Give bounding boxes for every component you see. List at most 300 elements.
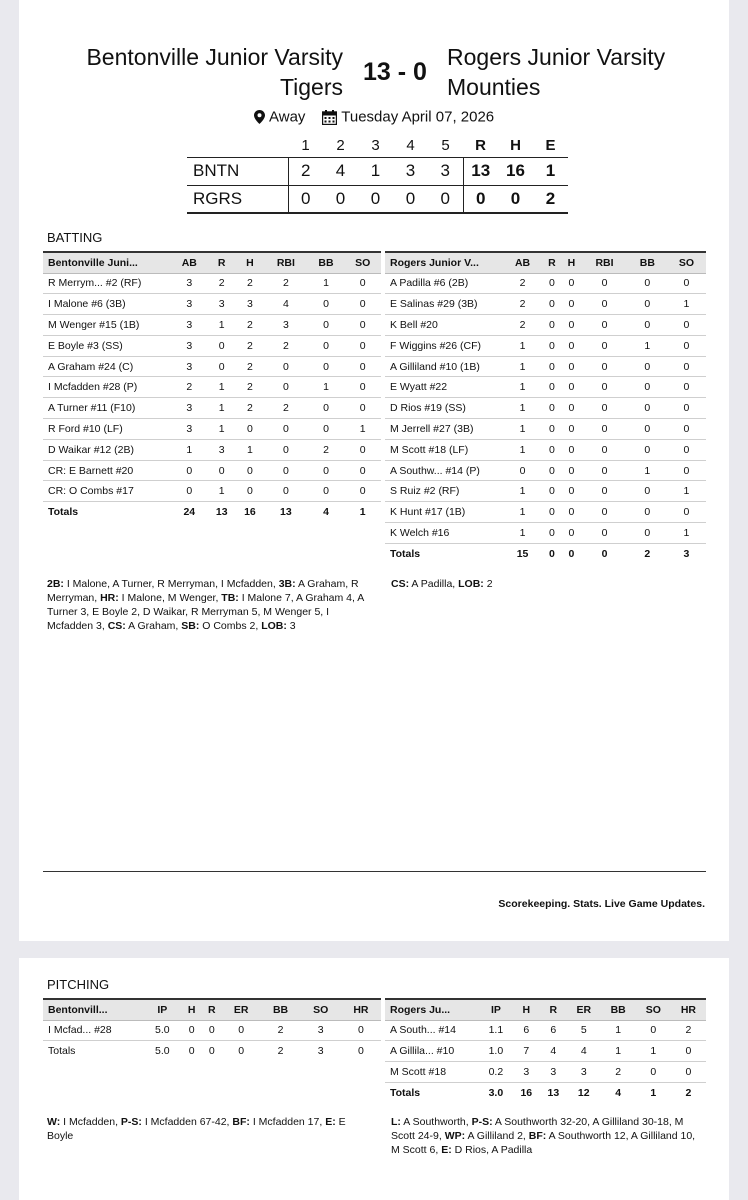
stat-cell: 0 xyxy=(344,294,381,315)
pitching-row xyxy=(385,1062,706,1083)
stat-cell: 1 xyxy=(503,481,542,502)
stat-cell: 0 xyxy=(344,315,381,336)
stat-cell: 1.0 xyxy=(479,1041,513,1062)
stat-cell: 0 xyxy=(308,356,345,377)
stat-cell: 1 xyxy=(601,1020,636,1041)
pitching-header-row xyxy=(43,999,381,1020)
stat-cell: 0 xyxy=(628,377,667,398)
stat-cell: 2 xyxy=(503,315,542,336)
player-name: M Jerrell #27 (3B) xyxy=(385,419,503,440)
stat-cell: 2 xyxy=(208,273,236,294)
stat-column-header: SO xyxy=(667,252,706,273)
stat-cell: 0 xyxy=(542,439,562,460)
stat-column-header: HR xyxy=(671,999,706,1020)
player-name: Totals xyxy=(390,1087,421,1100)
stat-cell: 0 xyxy=(208,1045,215,1058)
stat-cell: 0 xyxy=(344,398,381,419)
batting-section-label: BATTING xyxy=(47,230,103,245)
batting-row xyxy=(43,356,381,377)
stat-cell: 0 xyxy=(542,294,562,315)
stat-cell: 0 xyxy=(562,273,582,294)
batting-notes-away xyxy=(391,577,701,591)
player-name: D Rios #19 (SS) xyxy=(385,398,503,419)
inning-score: 0 xyxy=(428,185,463,213)
stat-cell: 0.2 xyxy=(479,1062,513,1083)
totals-row xyxy=(43,502,381,523)
stat-cell: 2 xyxy=(264,398,308,419)
stat-cell: 1 xyxy=(208,481,236,502)
stat-column-header: H xyxy=(562,252,582,273)
batting-row xyxy=(385,398,706,419)
inning-score: 1 xyxy=(358,157,393,185)
player-name: Totals xyxy=(390,548,421,560)
stat-cell: 0 xyxy=(562,481,582,502)
inning-score: 4 xyxy=(323,157,358,185)
stat-cell: 0 xyxy=(628,315,667,336)
player-name: CR: O Combs #17 xyxy=(43,481,171,502)
stat-cell: 1 xyxy=(171,439,208,460)
batting-row xyxy=(43,273,381,294)
stat-cell: 0 xyxy=(628,294,667,315)
stat-cell: 0 xyxy=(581,315,628,336)
batting-row xyxy=(43,377,381,398)
linescore-team: RGRS xyxy=(187,185,288,213)
note-label: WP: xyxy=(444,1130,466,1142)
batting-row xyxy=(43,460,381,481)
stat-cell: 13 xyxy=(547,1087,560,1100)
note-value: O Combs 2, xyxy=(199,620,262,632)
stat-cell: 0 xyxy=(671,1062,706,1083)
stat-cell: 0 xyxy=(581,273,628,294)
stat-cell: 1 xyxy=(636,1041,671,1062)
player-name: K Bell #20 xyxy=(385,315,503,336)
stat-cell: 3 xyxy=(171,294,208,315)
errors-total: 1 xyxy=(533,157,568,185)
totals-row xyxy=(43,1041,381,1062)
stat-cell: 0 xyxy=(562,398,582,419)
home-team-name xyxy=(19,42,343,102)
stat-cell: 0 xyxy=(202,1020,222,1041)
stat-cell: 0 xyxy=(236,460,264,481)
pitching-row xyxy=(385,1041,706,1062)
note-label: SB: xyxy=(181,620,200,632)
stat-cell: 0 xyxy=(264,377,308,398)
stat-column-header: SO xyxy=(301,999,341,1020)
stat-cell: 0 xyxy=(562,460,582,481)
batting-row xyxy=(385,481,706,502)
stat-cell: 0 xyxy=(581,294,628,315)
stat-cell: 0 xyxy=(542,502,562,523)
stat-cell: 1 xyxy=(503,419,542,440)
stat-cell: 0 xyxy=(236,419,264,440)
batting-row xyxy=(385,294,706,315)
note-value: I Malone, A Turner, R Merryman, I Mcfadden, xyxy=(63,578,279,590)
stat-cell: 0 xyxy=(581,398,628,419)
note-value: I Malone, M Wenger, xyxy=(118,592,222,604)
stat-cell: 1 xyxy=(503,523,542,544)
player-name: D Waikar #12 (2B) xyxy=(43,439,171,460)
stat-column-header: BB xyxy=(260,999,300,1020)
note-label: P-S: xyxy=(120,1116,142,1128)
stat-cell: 13 xyxy=(280,506,292,519)
stat-cell: 0 xyxy=(548,548,555,560)
stat-cell: 1 xyxy=(601,1041,636,1062)
stat-cell: 3 xyxy=(540,1062,567,1083)
stat-column-header: RBI xyxy=(264,252,308,273)
stat-cell: 0 xyxy=(542,523,562,544)
stat-cell: 0 xyxy=(581,502,628,523)
stat-column-header: BB xyxy=(308,252,345,273)
footer-divider xyxy=(43,871,706,872)
stat-cell: 1 xyxy=(667,523,706,544)
inning-header: 1 xyxy=(301,137,310,155)
stat-cell: 0 xyxy=(667,419,706,440)
linescore-team: BNTN xyxy=(187,157,288,185)
batting-row xyxy=(385,315,706,336)
stat-cell: 0 xyxy=(344,335,381,356)
stat-cell: 0 xyxy=(628,273,667,294)
stat-cell: 0 xyxy=(667,460,706,481)
stat-cell: 2 xyxy=(171,377,208,398)
batting-notes-home xyxy=(47,577,365,633)
stat-cell: 0 xyxy=(503,460,542,481)
stat-cell: 2 xyxy=(644,548,651,560)
stat-cell: 0 xyxy=(562,356,582,377)
stat-cell: 2 xyxy=(264,335,308,356)
stat-cell: 5 xyxy=(567,1020,601,1041)
stat-cell: 0 xyxy=(581,439,628,460)
linescore-row xyxy=(187,157,568,185)
stat-cell: 0 xyxy=(542,398,562,419)
stat-cell: 0 xyxy=(171,460,208,481)
stat-cell: 0 xyxy=(667,502,706,523)
player-name: A Turner #11 (F10) xyxy=(43,398,171,419)
note-label: P-S: xyxy=(471,1116,493,1128)
stat-cell: 0 xyxy=(208,356,236,377)
player-name: K Welch #16 xyxy=(385,523,503,544)
player-name: A Padilla #6 (2B) xyxy=(385,273,503,294)
stat-column-header: BB xyxy=(601,999,636,1020)
stat-column-header: AB xyxy=(503,252,542,273)
pitching-table-away xyxy=(385,998,706,1103)
player-name: S Ruiz #2 (RF) xyxy=(385,481,503,502)
stat-cell: 0 xyxy=(628,398,667,419)
note-label: BF: xyxy=(232,1116,250,1128)
stat-cell: 3 xyxy=(264,315,308,336)
stat-cell: 2 xyxy=(308,439,345,460)
stat-cell: 16 xyxy=(244,506,256,519)
stat-column-header: R xyxy=(540,999,567,1020)
hits-header: H xyxy=(510,137,521,155)
pitching-notes-away xyxy=(391,1115,706,1157)
note-value: A Southworth 32-20, A Gilliland 30-18, M Scott 24-9, xyxy=(391,1116,684,1142)
batting-row xyxy=(43,315,381,336)
batting-row xyxy=(385,439,706,460)
team-column-header: Bentonvill... xyxy=(43,999,143,1020)
stat-cell: 0 xyxy=(671,1041,706,1062)
stat-cell: 0 xyxy=(264,460,308,481)
stat-cell: 0 xyxy=(636,1020,671,1041)
stat-cell: 0 xyxy=(562,377,582,398)
player-name: Totals xyxy=(48,506,79,519)
batting-row xyxy=(385,335,706,356)
note-label: E: xyxy=(441,1144,452,1156)
stat-cell: 1 xyxy=(208,315,236,336)
stat-cell: 4 xyxy=(567,1041,601,1062)
player-name: E Wyatt #22 xyxy=(385,377,503,398)
stat-cell: 0 xyxy=(308,315,345,336)
note-value: A Gilliland 2, xyxy=(465,1130,529,1142)
stat-cell: 3 xyxy=(171,398,208,419)
stat-cell: 0 xyxy=(581,356,628,377)
stat-cell: 0 xyxy=(581,419,628,440)
stat-cell: 0 xyxy=(344,377,381,398)
stat-cell: 1 xyxy=(503,439,542,460)
calendar-icon xyxy=(322,110,337,125)
stat-cell: 2 xyxy=(503,294,542,315)
stat-cell: 0 xyxy=(171,481,208,502)
stat-cell: 0 xyxy=(308,294,345,315)
stat-cell: 1 xyxy=(359,506,366,519)
map-pin-icon xyxy=(254,110,265,124)
stat-cell: 0 xyxy=(667,273,706,294)
stat-cell: 0 xyxy=(264,356,308,377)
game-location: Away xyxy=(269,108,306,126)
stat-column-header: IP xyxy=(143,999,182,1020)
note-value: I Malone 7, A Graham 4, A Turner 3, E Boyle 2, D Waikar, R Merryman 5, M Wenger 5, I Mcfadden 3, xyxy=(47,592,364,632)
stat-cell: 0 xyxy=(628,439,667,460)
stat-cell: 1 xyxy=(503,398,542,419)
runs-total: 0 xyxy=(463,185,498,213)
stat-cell: 3.0 xyxy=(488,1087,504,1100)
note-label: 2B: xyxy=(47,578,64,590)
note-value: A Graham, xyxy=(125,620,182,632)
stat-cell: 2 xyxy=(236,377,264,398)
stat-cell: 0 xyxy=(581,481,628,502)
stat-cell: 0 xyxy=(562,335,582,356)
stat-cell: 0 xyxy=(562,502,582,523)
stat-cell: 0 xyxy=(357,1045,364,1058)
stat-cell: 0 xyxy=(542,419,562,440)
player-name: F Wiggins #26 (CF) xyxy=(385,335,503,356)
note-label: LOB: xyxy=(458,578,484,590)
stat-cell: 1 xyxy=(628,460,667,481)
stat-column-header: AB xyxy=(171,252,208,273)
stat-cell: 0 xyxy=(542,460,562,481)
player-name: I Mcfad... #28 xyxy=(43,1020,143,1041)
stat-cell: 1 xyxy=(503,335,542,356)
stat-cell: 12 xyxy=(577,1087,590,1100)
player-name: M Scott #18 (LF) xyxy=(385,439,503,460)
stat-cell: 3 xyxy=(171,335,208,356)
stat-column-header: R xyxy=(208,252,236,273)
stat-cell: 0 xyxy=(308,335,345,356)
stat-column-header: R xyxy=(202,999,222,1020)
stat-cell: 0 xyxy=(562,439,582,460)
stat-column-header: HR xyxy=(341,999,381,1020)
totals-row xyxy=(385,1082,706,1103)
stat-cell: 0 xyxy=(568,548,575,560)
note-label: L: xyxy=(391,1116,401,1128)
stat-cell: 1 xyxy=(650,1087,657,1100)
linescore-corner xyxy=(187,135,288,157)
stat-cell: 2 xyxy=(685,1087,692,1100)
team-column-header: Bentonville Juni... xyxy=(43,252,171,273)
player-name: K Hunt #17 (1B) xyxy=(385,502,503,523)
note-value: I Mcfadden, xyxy=(60,1116,121,1128)
stat-cell: 3 xyxy=(513,1062,540,1083)
stat-column-header: BB xyxy=(628,252,667,273)
player-name: I Mcfadden #28 (P) xyxy=(43,377,171,398)
errors-total: 2 xyxy=(533,185,568,213)
inning-score: 0 xyxy=(323,185,358,213)
player-name: CR: E Barnett #20 xyxy=(43,460,171,481)
pitching-table-home xyxy=(43,998,381,1062)
stat-cell: 3 xyxy=(317,1045,324,1058)
stat-cell: 0 xyxy=(581,335,628,356)
away-team-line2: Mounties xyxy=(447,74,541,100)
pitching-header-row xyxy=(385,999,706,1020)
pitching-row xyxy=(43,1020,381,1041)
batting-row xyxy=(385,460,706,481)
batting-row xyxy=(43,419,381,440)
batting-row xyxy=(43,439,381,460)
batting-row xyxy=(385,377,706,398)
batting-row xyxy=(385,356,706,377)
stat-cell: 0 xyxy=(344,439,381,460)
stat-cell: 0 xyxy=(236,481,264,502)
stat-cell: 0 xyxy=(581,377,628,398)
stat-cell: 2 xyxy=(236,335,264,356)
final-score: 13 - 0 xyxy=(363,58,427,86)
batting-table-home xyxy=(43,251,381,523)
player-name: R Ford #10 (LF) xyxy=(43,419,171,440)
stat-cell: 0 xyxy=(667,377,706,398)
stat-cell: 4 xyxy=(264,294,308,315)
inning-header: 3 xyxy=(371,137,380,155)
stat-cell: 2 xyxy=(236,315,264,336)
stat-cell: 0 xyxy=(344,273,381,294)
stat-cell: 0 xyxy=(562,294,582,315)
game-date: Tuesday April 07, 2026 xyxy=(341,108,495,126)
note-value: A Southworth 12, A Gilliland 10, M Scott 6, xyxy=(391,1130,696,1156)
note-value: A Padilla, xyxy=(409,578,459,590)
away-team-line1: Rogers Junior Varsity xyxy=(447,44,666,70)
player-name: M Scott #18 xyxy=(385,1062,479,1083)
batting-header-row xyxy=(385,252,706,273)
stat-cell: 2 xyxy=(503,273,542,294)
game-meta xyxy=(19,108,729,126)
stat-cell: 0 xyxy=(341,1020,381,1041)
note-value: A Graham, R Merryman, xyxy=(47,578,359,604)
player-name: A Gilliland #10 (1B) xyxy=(385,356,503,377)
home-team-line1: Bentonville Junior Varsity xyxy=(86,44,343,70)
batting-table-away xyxy=(385,251,706,564)
stat-cell: 3 xyxy=(171,419,208,440)
player-name: A Graham #24 (C) xyxy=(43,356,171,377)
stat-cell: 0 xyxy=(628,356,667,377)
note-label: CS: xyxy=(107,620,126,632)
stat-cell: 4 xyxy=(615,1087,622,1100)
stat-cell: 0 xyxy=(562,419,582,440)
linescore-table xyxy=(187,135,568,214)
stat-cell: 0 xyxy=(542,356,562,377)
note-value: A Southworth, xyxy=(400,1116,472,1128)
stat-cell: 3 xyxy=(567,1062,601,1083)
stat-cell: 2 xyxy=(236,356,264,377)
stat-column-header: SO xyxy=(344,252,381,273)
stat-cell: 1 xyxy=(236,439,264,460)
linescore-row xyxy=(187,185,568,213)
stat-cell: 0 xyxy=(264,419,308,440)
inning-header: 4 xyxy=(406,137,415,155)
stat-cell: 0 xyxy=(628,502,667,523)
stat-column-header: RBI xyxy=(581,252,628,273)
inning-score: 0 xyxy=(358,185,393,213)
batting-row xyxy=(385,523,706,544)
stat-cell: 0 xyxy=(667,315,706,336)
inning-score: 2 xyxy=(288,157,323,185)
batting-row xyxy=(43,335,381,356)
stat-cell: 0 xyxy=(628,419,667,440)
errors-header: E xyxy=(545,137,556,155)
runs-total: 13 xyxy=(463,157,498,185)
stat-cell: 0 xyxy=(208,335,236,356)
stat-cell: 0 xyxy=(182,1020,202,1041)
stat-cell: 2 xyxy=(277,1045,284,1058)
batting-row xyxy=(385,502,706,523)
stat-cell: 3 xyxy=(171,315,208,336)
stat-cell: 6 xyxy=(540,1020,567,1041)
stat-cell: 1 xyxy=(208,419,236,440)
batting-row xyxy=(43,481,381,502)
player-name: I Malone #6 (3B) xyxy=(43,294,171,315)
stat-cell: 0 xyxy=(344,481,381,502)
stat-cell: 6 xyxy=(513,1020,540,1041)
box-score-card xyxy=(19,0,729,941)
batting-header-row xyxy=(43,252,381,273)
stat-cell: 0 xyxy=(542,335,562,356)
player-name: A South... #14 xyxy=(385,1020,479,1041)
stat-cell: 0 xyxy=(628,523,667,544)
stat-cell: 2 xyxy=(671,1020,706,1041)
stat-cell: 0 xyxy=(581,460,628,481)
stat-column-header: IP xyxy=(479,999,513,1020)
stat-cell: 0 xyxy=(667,335,706,356)
stat-cell: 0 xyxy=(208,460,236,481)
stat-cell: 5.0 xyxy=(155,1045,170,1058)
stat-cell: 2 xyxy=(236,398,264,419)
player-name: M Wenger #15 (1B) xyxy=(43,315,171,336)
note-label: HR: xyxy=(100,592,119,604)
stat-cell: 0 xyxy=(628,481,667,502)
stat-cell: 0 xyxy=(264,439,308,460)
player-name: A Gillila... #10 xyxy=(385,1041,479,1062)
note-label: 3B: xyxy=(278,578,296,590)
inning-score: 0 xyxy=(393,185,428,213)
stat-cell: 1 xyxy=(344,419,381,440)
stat-column-header: H xyxy=(236,252,264,273)
team-column-header: Rogers Ju... xyxy=(385,999,479,1020)
stat-cell: 3 xyxy=(171,356,208,377)
inning-score: 3 xyxy=(428,157,463,185)
player-name: Totals xyxy=(48,1045,76,1058)
stat-cell: 0 xyxy=(308,460,345,481)
stat-cell: 1 xyxy=(308,377,345,398)
hits-total: 0 xyxy=(498,185,533,213)
home-team-line2: Tigers xyxy=(279,74,343,100)
stat-cell: 0 xyxy=(636,1062,671,1083)
